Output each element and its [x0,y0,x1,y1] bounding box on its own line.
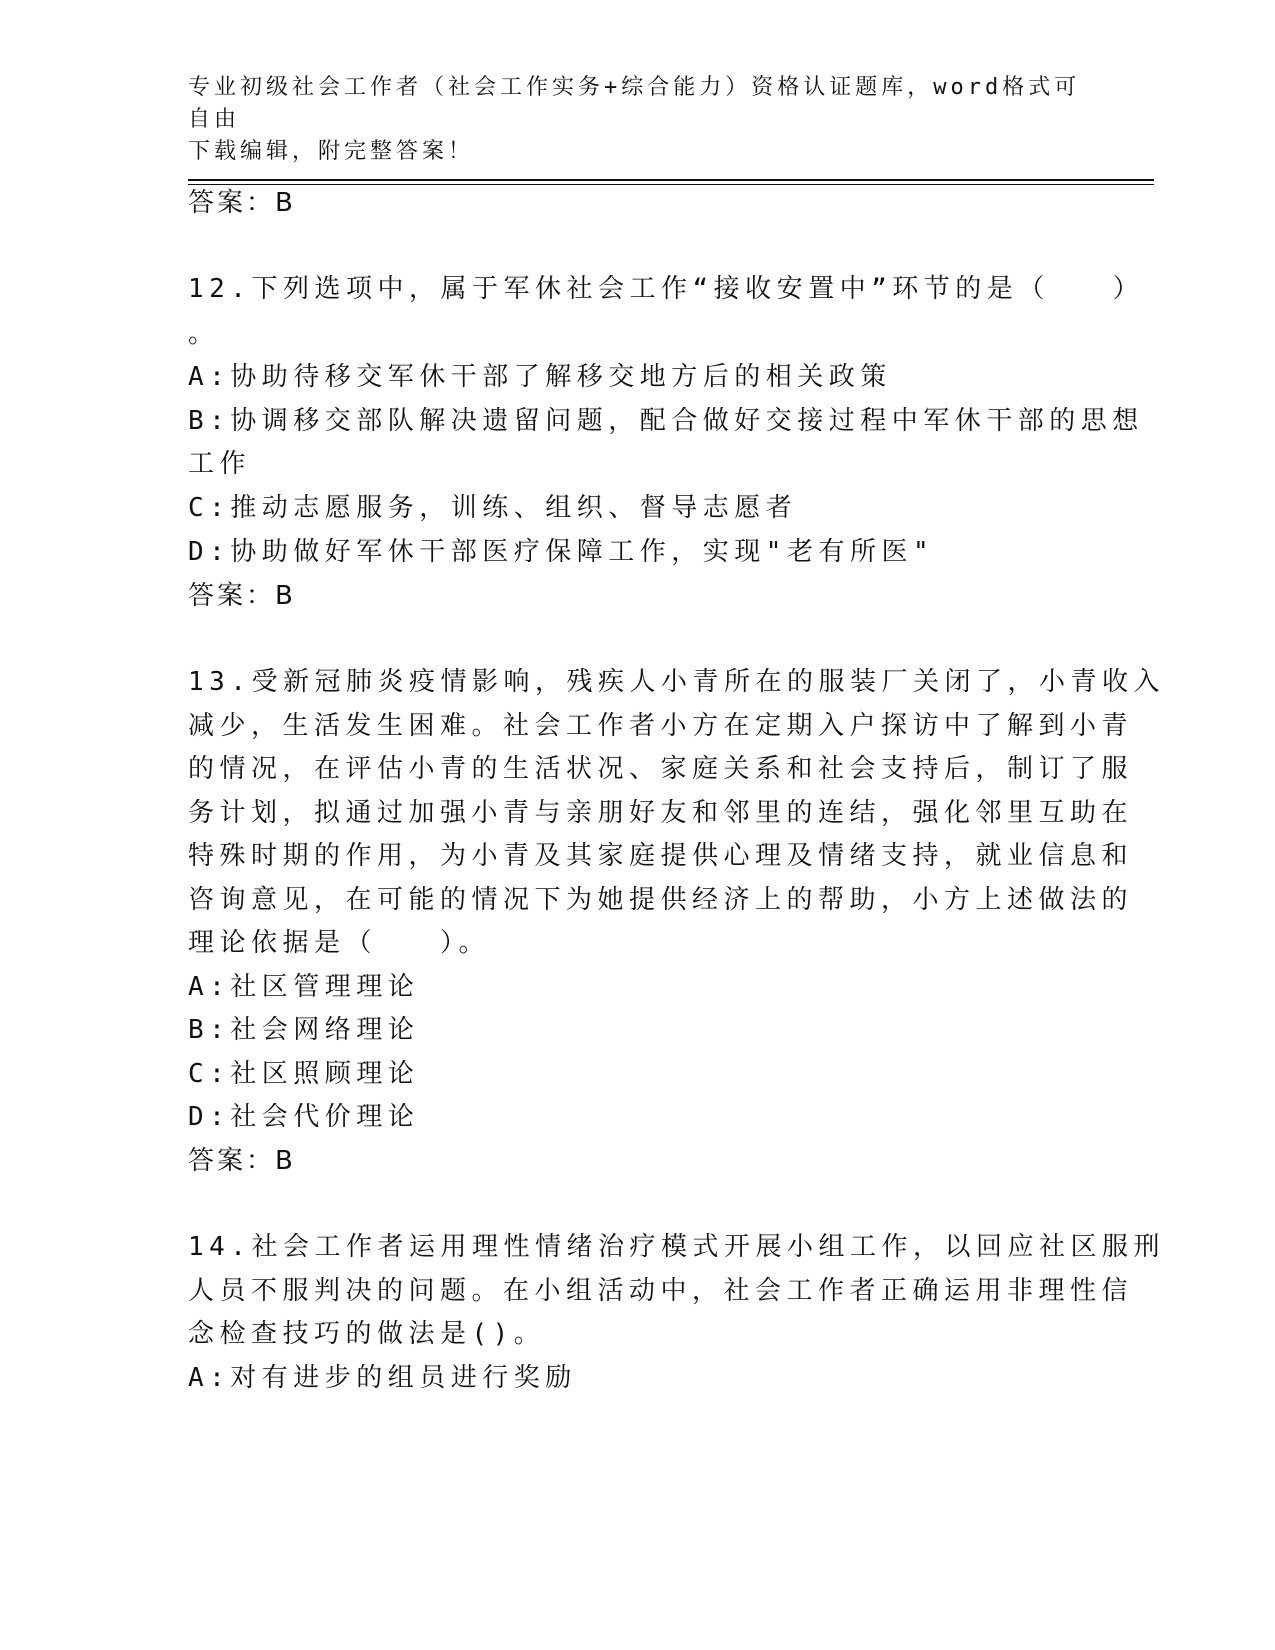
q13-answer: 答案：B [188,1146,296,1176]
header-line-1: 专业初级社会工作者（社会工作实务+综合能力）资格认证题库，word格式可自由 [188,75,1081,132]
q13-stem-line-6: 咨询意见，在可能的情况下为她提供经济上的帮助，小方上述做法的 [188,885,1134,915]
header-line-2: 下载编辑，附完整答案！ [188,139,475,164]
header-rule-thick [188,179,1154,181]
prev-answer: 答案：B [188,188,296,218]
q14-stem-line-1: 14.社会工作者运用理性情绪治疗模式开展小组工作，以回应社区服刑 [188,1232,1165,1262]
q13-stem-line-5: 特殊时期的作用，为小青及其家庭提供心理及情绪支持，就业信息和 [188,841,1134,871]
q13-stem-line-7: 理论依据是（ ）。 [188,928,491,958]
q12-option-b-line-1: B:协调移交部队解决遗留问题，配合做好交接过程中军休干部的思想 [188,406,1144,436]
q14-option-a: A:对有进步的组员进行奖励 [188,1363,577,1393]
document-header [188,72,1088,168]
q12-stem-line-2: 。 [188,319,220,349]
q12-option-c: C:推动志愿服务，训练、组织、督导志愿者 [188,493,798,523]
q14-stem-line-3: 念检查技巧的做法是()。 [188,1319,546,1349]
q13-option-b: B:社会网络理论 [188,1015,420,1045]
q12-answer: 答案：B [188,581,296,611]
q13-stem-line-3: 的情况，在评估小青的生活状况、家庭关系和社会支持后，制订了服 [188,754,1134,784]
q12-stem-line-1: 12.下列选项中，属于军休社会工作“接收安置中”环节的是（ ） [188,274,1145,304]
q13-option-d: D:社会代价理论 [188,1102,420,1132]
q12-option-b-line-2: 工作 [188,449,252,479]
q12-option-d: D:协助做好军休干部医疗保障工作，实现"老有所医" [188,537,935,567]
q13-option-a: A:社区管理理论 [188,972,420,1002]
q13-stem-line-2: 减少，生活发生困难。社会工作者小方在定期入户探访中了解到小青 [188,711,1134,741]
q14-stem-line-2: 人员不服判决的问题。在小组活动中，社会工作者正确运用非理性信 [188,1276,1134,1306]
q13-option-c: C:社区照顾理论 [188,1059,420,1089]
q13-stem-line-1: 13.受新冠肺炎疫情影响，残疾人小青所在的服装厂关闭了，小青收入 [188,667,1165,697]
q12-option-a: A:协助待移交军休干部了解移交地方后的相关政策 [188,362,892,392]
q13-stem-line-4: 务计划，拟通过加强小青与亲朋好友和邻里的连结，强化邻里互助在 [188,798,1134,828]
